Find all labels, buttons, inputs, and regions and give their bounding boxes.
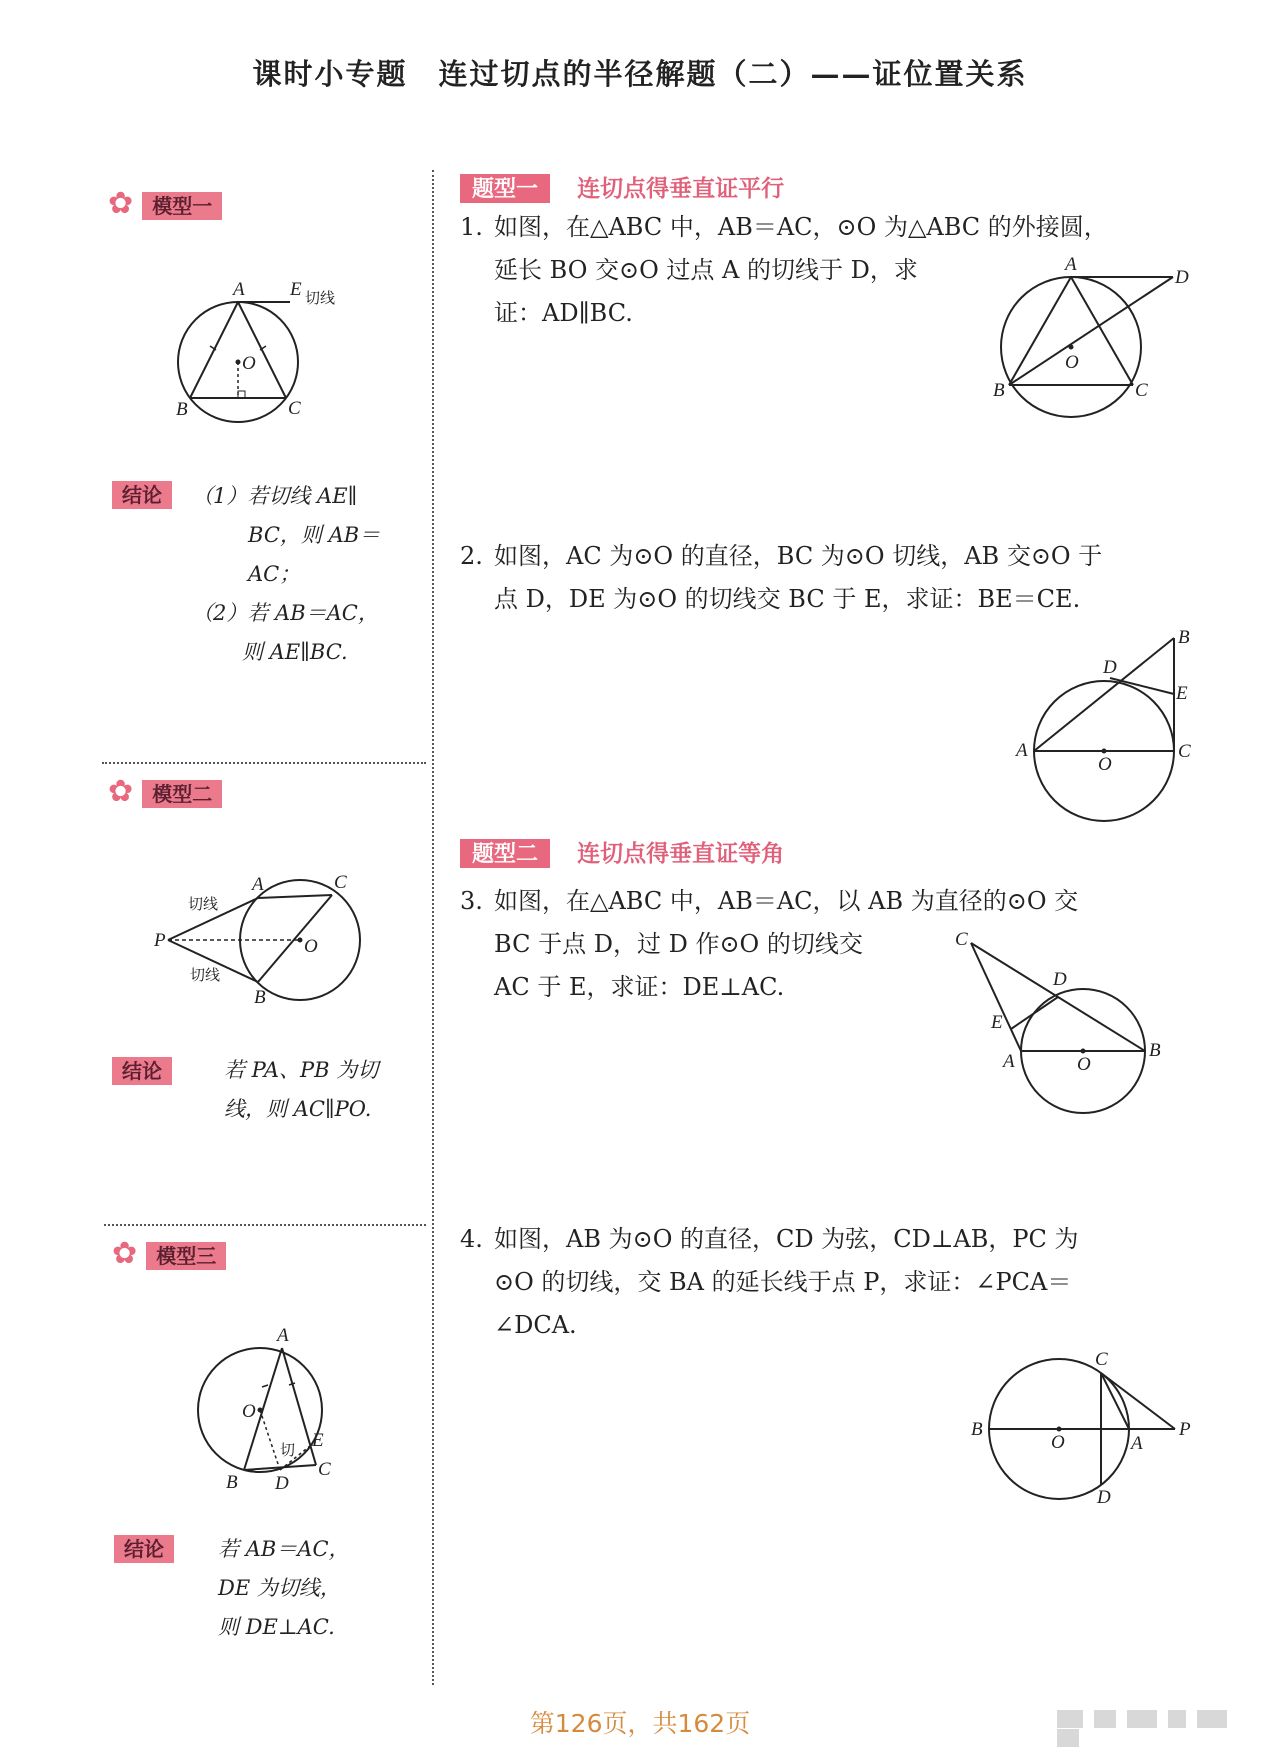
label-c: C: [955, 929, 968, 950]
question-1-figure: [985, 255, 1210, 435]
label-p: P: [1179, 1419, 1191, 1440]
label-b: B: [993, 380, 1005, 401]
conclusion-line: 若 PA、PB 为切: [224, 1058, 379, 1082]
tick-mark: [289, 1383, 295, 1385]
label-e: E: [312, 1430, 324, 1451]
question-line: 点 D，DE 为⊙O 的切线交 BC 于 E，求证：BE＝CE.: [494, 585, 1081, 613]
question-number: 4.: [460, 1225, 483, 1253]
question-line: ⊙O 的切线，交 BA 的延长线于点 P，求证：∠PCA＝: [494, 1268, 1072, 1296]
conclusion-line: （2）若 AB＝AC，: [192, 601, 379, 625]
model-1-tag: 模型一: [142, 192, 222, 220]
center-dot: [1057, 1427, 1062, 1432]
toolbar-button[interactable]: [1197, 1710, 1227, 1728]
label-c: C: [1178, 741, 1191, 762]
toolbar-button[interactable]: [1168, 1710, 1186, 1728]
question-number: 1.: [460, 213, 483, 241]
viewer-toolbar[interactable]: [1057, 1708, 1252, 1730]
model-2-conclusion: [224, 1051, 424, 1129]
section-1-heading: 连切点得垂直证平行: [577, 176, 785, 202]
label-o: O: [1098, 754, 1112, 775]
label-p: P: [154, 930, 166, 951]
conclusion-line: （1）若切线 AE∥: [192, 484, 358, 508]
conclusion-line: 若 AB＝AC，: [218, 1537, 350, 1561]
model-1-conclusion: [192, 477, 422, 672]
toolbar-button[interactable]: [1057, 1729, 1079, 1747]
toolbar-button[interactable]: [1094, 1710, 1116, 1728]
segment-ca: [1101, 1373, 1129, 1429]
label-d: D: [1097, 1487, 1111, 1508]
label-o: O: [1077, 1054, 1091, 1075]
label-b: B: [226, 1472, 238, 1493]
segment-ab: [190, 302, 238, 398]
label-b: B: [1149, 1040, 1161, 1061]
diameter-cb: [258, 895, 332, 982]
question-line: ∠DCA.: [494, 1311, 577, 1339]
label-c: C: [318, 1459, 331, 1480]
section-2-header: [460, 835, 784, 869]
question-line: 如图，在△ABC 中，AB＝AC，⊙O 为△ABC 的外接圆，: [494, 213, 1108, 241]
label-c: C: [334, 872, 347, 893]
label-a: A: [277, 1325, 289, 1346]
model-3-conclusion-tag: 结论: [114, 1537, 174, 1561]
label-c: C: [1135, 380, 1148, 401]
question-line: 如图，AB 为⊙O 的直径，CD 为弦，CD⊥AB，PC 为: [494, 1225, 1079, 1253]
question-4: [460, 1218, 1220, 1347]
label-b: B: [176, 399, 188, 420]
conclusion-line: AC；: [248, 562, 301, 586]
flower-icon: ✿: [108, 186, 134, 221]
segment-ab: [1009, 277, 1071, 385]
label-e: E: [290, 279, 302, 300]
segment-ab: [1034, 638, 1174, 751]
center-dot: [258, 1408, 263, 1413]
model-2-header: [108, 774, 222, 809]
label-b: B: [254, 987, 266, 1008]
label-o: O: [242, 353, 256, 374]
label-a: A: [233, 279, 245, 300]
question-number: 2.: [460, 542, 483, 570]
label-o: O: [1065, 352, 1079, 373]
conclusion-line: 则 AE∥BC.: [242, 640, 348, 664]
model-3-conclusion: [218, 1530, 418, 1647]
flower-icon: ✿: [108, 774, 134, 809]
model-3-tag: 模型三: [146, 1242, 226, 1270]
label-c: C: [1095, 1349, 1108, 1370]
label-b: B: [971, 1419, 983, 1440]
tangent-pc: [1101, 1373, 1175, 1429]
label-c: C: [288, 398, 301, 419]
toolbar-button[interactable]: [1127, 1710, 1157, 1728]
segment-ac: [238, 302, 286, 398]
label-b: B: [1178, 627, 1190, 648]
model-divider-1: [102, 762, 426, 764]
toolbar-button[interactable]: [1057, 1710, 1083, 1728]
center-dot: [236, 360, 241, 365]
label-a: A: [1016, 740, 1028, 761]
section-1-tag: 题型一: [460, 174, 550, 203]
model-1-figure: [160, 270, 380, 430]
tangent-label: 切线: [188, 895, 219, 913]
model-1-header: [108, 186, 222, 221]
segment-ac: [1071, 277, 1133, 385]
section-2-heading: 连切点得垂直证等角: [577, 841, 785, 867]
label-d: D: [1175, 267, 1189, 288]
question-line: AC 于 E，求证：DE⊥AC.: [494, 973, 785, 1001]
label-d: D: [1053, 969, 1067, 990]
tangent-label: 切线: [305, 289, 336, 307]
label-e: E: [991, 1012, 1003, 1033]
conclusion-line: BC，则 AB＝: [248, 523, 381, 547]
question-line: 延长 BO 交⊙O 过点 A 的切线于 D，求: [494, 256, 918, 284]
segment-od: [260, 1410, 280, 1470]
tangent-de: [1011, 997, 1058, 1029]
right-angle-mark: [238, 391, 245, 398]
model-3-figure: [180, 1325, 380, 1495]
question-number: 3.: [460, 887, 483, 915]
label-d: D: [275, 1473, 289, 1494]
model-2-tag: 模型二: [142, 780, 222, 808]
center-dot: [1069, 345, 1074, 350]
page-indicator: 第126页，共162页: [529, 1709, 751, 1738]
label-a: A: [1131, 1433, 1143, 1454]
tick-mark: [262, 1385, 268, 1387]
question-2: [460, 535, 1220, 621]
conclusion-line: DE 为切线，: [218, 1576, 341, 1600]
label-a: A: [252, 874, 264, 895]
question-line: 如图，AC 为⊙O 的直径，BC 为⊙O 切线，AB 交⊙O 于: [494, 542, 1103, 570]
model-3-header: [112, 1236, 226, 1271]
tangent-label: 切: [280, 1441, 296, 1459]
page-title: 课时小专题 连过切点的半径解题（二）——证位置关系: [252, 57, 1028, 91]
model-2-figure: [154, 860, 380, 1010]
model-divider-2: [104, 1224, 426, 1226]
model-1-conclusion-tag: 结论: [112, 483, 172, 507]
center-dot: [1102, 749, 1107, 754]
line-bd: [1009, 277, 1173, 385]
question-line: BC 于点 D，过 D 作⊙O 的切线交: [494, 930, 863, 958]
label-a: A: [1003, 1051, 1015, 1072]
label-d: D: [1103, 657, 1117, 678]
center-dot: [1081, 1049, 1086, 1054]
segment-ac: [258, 895, 332, 898]
question-4-figure: [955, 1345, 1195, 1515]
conclusion-line: 线，则 AC∥PO.: [224, 1097, 372, 1121]
center-dot: [298, 938, 303, 943]
question-2-figure: [1000, 625, 1210, 825]
label-o: O: [304, 936, 318, 957]
conclusion-line: 则 DE⊥AC.: [218, 1615, 335, 1639]
column-divider: [432, 170, 434, 1685]
tangent-label: 切线: [190, 966, 221, 984]
question-line: 如图，在△ABC 中，AB＝AC，以 AB 为直径的⊙O 交: [494, 887, 1079, 915]
flower-icon: ✿: [112, 1236, 138, 1271]
section-1-header: [460, 170, 784, 204]
label-e: E: [1176, 683, 1188, 704]
label-o: O: [242, 1401, 256, 1422]
model-2-conclusion-tag: 结论: [112, 1059, 172, 1083]
label-a: A: [1065, 254, 1077, 275]
question-line: 证：AD∥BC.: [494, 299, 633, 327]
question-3-figure: [945, 925, 1175, 1125]
label-o: O: [1051, 1432, 1065, 1453]
section-2-tag: 题型二: [460, 839, 550, 868]
